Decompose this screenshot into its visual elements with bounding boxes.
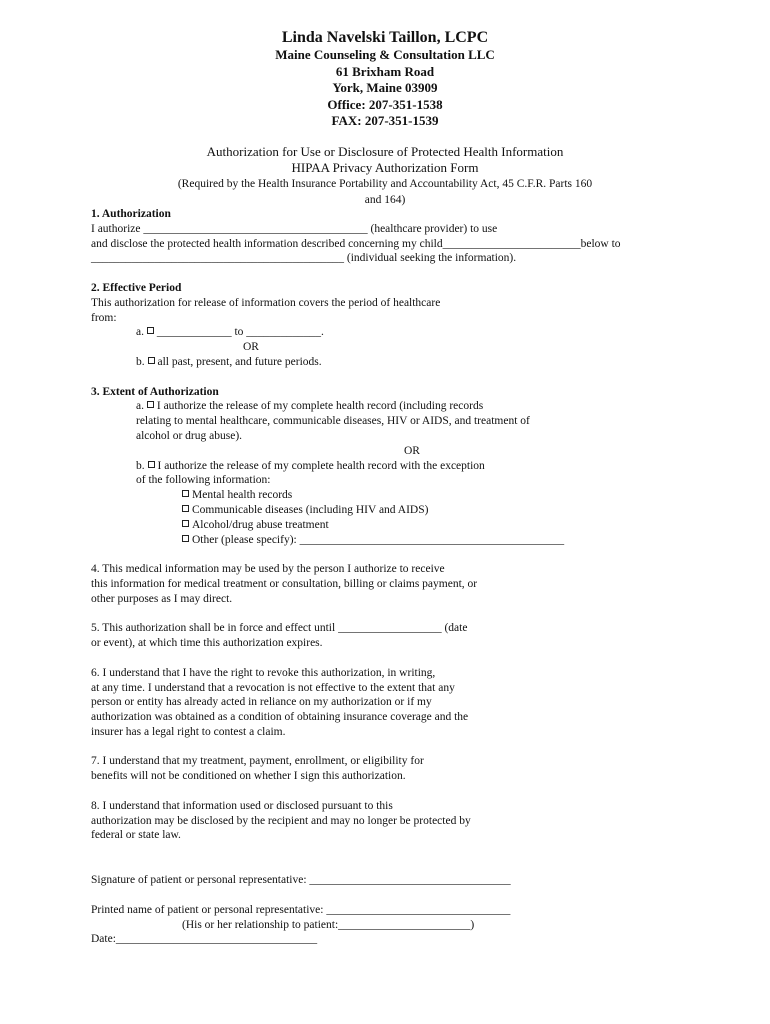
period-range: _____________ to _____________. — [156, 326, 324, 339]
or-separator: OR — [243, 341, 259, 354]
section-1-heading: 1. Authorization — [91, 208, 171, 220]
section-1-line: and disclose the protected health information described concerning my child________________________below to — [91, 237, 621, 250]
relationship-line[interactable]: (His or her relationship to patient:_______________________) — [182, 918, 475, 931]
section-6-line: 6. I understand that I have the right to revoke this authorization, in writing, — [91, 666, 436, 679]
checkbox[interactable] — [147, 401, 154, 408]
section-2-heading: 2. Effective Period — [91, 281, 182, 294]
section-4-line: other purposes as I may direct. — [91, 592, 233, 605]
section-7-line: 7. I understand that my treatment, payment, enrollment, or eligibility for — [91, 755, 424, 768]
option-letter: a. — [136, 400, 144, 413]
extent-option-b — [91, 459, 691, 474]
exception-item — [91, 488, 691, 503]
checkbox[interactable] — [182, 490, 189, 497]
section-2-line: This authorization for release of information covers the period of healthcare — [91, 296, 441, 309]
option-letter: a. — [136, 326, 144, 339]
section-5-line: 5. This authorization shall be in force and effect until __________________ (date — [91, 622, 468, 635]
checkbox[interactable] — [148, 461, 155, 468]
extent-a-text: I authorize the release of my complete health record (including records — [156, 400, 484, 413]
printed-name-line[interactable]: Printed name of patient or personal representative: ________________________________ — [91, 903, 511, 916]
section-8-line: authorization may be disclosed by the recipient and may no longer be protected by — [91, 814, 471, 827]
period-option-a — [91, 325, 691, 340]
section-8-line: 8. I understand that information used or disclosed pursuant to this — [91, 799, 393, 812]
company-name: Maine Counseling & Consultation LLC — [275, 47, 495, 62]
extent-a-text: relating to mental healthcare, communicable diseases, HIV or AIDS, and treatment of — [136, 415, 530, 428]
section-6-line: insurer has a legal right to contest a claim. — [91, 725, 286, 738]
section-1-line: I authorize _______________________________________ (healthcare provider) to use — [91, 222, 498, 235]
exception-label: Mental health records — [192, 489, 293, 502]
checkbox[interactable] — [182, 505, 189, 512]
street-address: 61 Brixham Road — [335, 63, 435, 79]
extent-a-text: alcohol or drug abuse). — [136, 429, 243, 442]
section-6-line: at any time. I understand that a revocation is not effective to the extent that any — [91, 681, 455, 694]
section-2-line: from: — [91, 311, 117, 324]
option-letter: b. — [136, 355, 145, 368]
signature-line[interactable]: Signature of patient or personal representative: ___________________________________ — [91, 874, 511, 887]
extent-option-a — [91, 399, 691, 414]
exception-item — [91, 533, 691, 548]
form-title: Authorization for Use or Disclosure of Protected Health Information — [206, 144, 564, 159]
section-7-line: benefits will not be conditioned on whether I sign this authorization. — [91, 770, 406, 783]
extent-b-text: I authorize the release of my complete health record with the exception — [157, 459, 485, 472]
form-body — [91, 207, 691, 947]
checkbox[interactable] — [148, 357, 155, 364]
checkbox[interactable] — [147, 327, 154, 334]
section-3-heading: 3. Extent of Authorization — [91, 385, 219, 398]
form-subtitle: HIPAA Privacy Authorization Form — [291, 160, 479, 175]
form-titles — [0, 144, 770, 208]
section-6-line: authorization was obtained as a condition of obtaining insurance coverage and the — [91, 711, 469, 724]
period-all-text: all past, present, and future periods. — [157, 355, 322, 368]
city-state-zip: York, Maine 03909 — [332, 80, 438, 95]
form-legal-note: (Required by the Health Insurance Portability and Accountability Act, 45 C.F.R. Parts 160 and 164) — [177, 178, 593, 206]
checkbox[interactable] — [182, 520, 189, 527]
checkbox[interactable] — [182, 535, 189, 542]
exception-label: Communicable diseases (including HIV and AIDS) — [192, 503, 429, 516]
exception-label: Alcohol/drug abuse treatment — [192, 518, 329, 531]
date-line[interactable]: Date:___________________________________ — [91, 933, 318, 946]
fax-number: FAX: 207-351-1539 — [331, 113, 439, 128]
exception-label: Other (please specify): ______________________________________________ — [192, 533, 565, 546]
signature-block — [91, 873, 691, 947]
section-5-line: or event), at which time this authorization expires. — [91, 637, 323, 650]
exception-item — [91, 518, 691, 533]
extent-b-text: of the following information: — [136, 474, 271, 487]
exception-item — [91, 503, 691, 518]
section-1-line: ____________________________________________ (individual seeking the information). — [91, 252, 517, 265]
provider-name: Linda Navelski Taillon, LCPC — [281, 29, 489, 46]
section-6-line: person or entity has already acted in reliance on my authorization or if my — [91, 696, 432, 709]
section-4-line: this information for medical treatment or consultation, billing or claims payment, or — [91, 577, 478, 590]
section-8-line: federal or state law. — [91, 829, 181, 842]
or-separator: OR — [404, 444, 420, 457]
office-phone: Office: 207-351-1538 — [327, 96, 443, 112]
section-4-line: 4. This medical information may be used by the person I authorize to receive — [91, 563, 445, 576]
letterhead — [0, 28, 770, 130]
period-option-b — [91, 355, 691, 370]
option-letter: b. — [136, 459, 145, 472]
